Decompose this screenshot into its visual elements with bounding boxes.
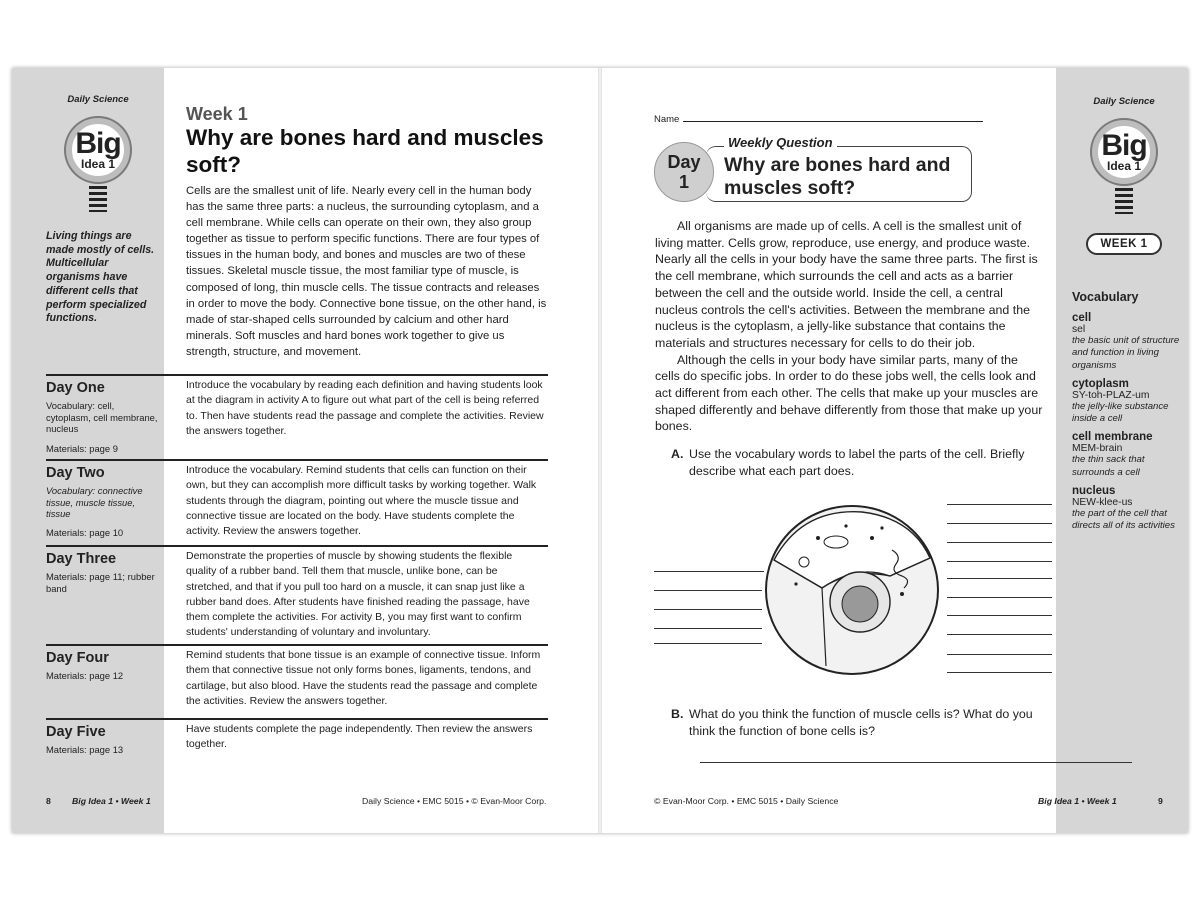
answer-line[interactable] bbox=[947, 597, 1052, 598]
activity-a-label: A. bbox=[671, 447, 684, 461]
day-name: Day Four bbox=[46, 650, 109, 666]
big-idea-logo bbox=[52, 94, 144, 214]
activity-b-text: What do you think the function of muscle cells is? What do you think the function of bone cells is? bbox=[689, 707, 1033, 738]
day-instructions: Introduce the vocabulary by reading each definition and having students look at the diagram in activity A to figure out what part of the cell is being referred to. Then have students read the passage and complete the activities. Review the answers together. bbox=[186, 379, 544, 437]
reading-passage bbox=[655, 218, 1045, 435]
page-number: 9 bbox=[1158, 796, 1163, 806]
answer-line[interactable] bbox=[700, 762, 1132, 763]
day-vocabulary: Vocabulary: cell, cytoplasm, cell membrane, nucleus bbox=[46, 400, 158, 434]
answer-line[interactable] bbox=[947, 561, 1052, 562]
day-four-row bbox=[46, 644, 548, 714]
left-page bbox=[12, 68, 600, 833]
idea-label: Idea 1 bbox=[1106, 159, 1142, 173]
right-page bbox=[602, 68, 1188, 833]
name-field[interactable] bbox=[654, 114, 983, 125]
day-instructions: Have students complete the page independently. Then review the answers together. bbox=[186, 723, 533, 751]
day-name: Day One bbox=[46, 380, 105, 396]
day-materials: Materials: page 12 bbox=[46, 670, 124, 681]
day-three-row bbox=[46, 545, 548, 640]
page-title: Why are bones hard and muscles soft? bbox=[186, 125, 544, 177]
weekly-question-label: Weekly Question bbox=[724, 135, 837, 150]
vocab-word: nucleus bbox=[1072, 485, 1116, 498]
vocab-definition: the jelly-like substance inside a cell bbox=[1072, 400, 1169, 425]
passage-paragraph: Although the cells in your body have similar parts, many of the cells do specific jobs. In order to do these jobs well, the cells look and act different from each other. The cells that make up your muscles are shaped differently and behave differently from those that make up your bones. bbox=[655, 352, 1043, 434]
big-label: Big bbox=[75, 127, 121, 160]
daily-science-label: Daily Science bbox=[67, 94, 129, 105]
answer-line[interactable] bbox=[947, 654, 1052, 655]
daily-science-label: Daily Science bbox=[1093, 96, 1155, 107]
bulb-base-icon bbox=[89, 186, 107, 212]
vocabulary-heading: Vocabulary bbox=[1072, 290, 1139, 304]
day-name: Day Two bbox=[46, 465, 105, 481]
day-instructions: Remind students that bone tissue is an example of connective tissue. Inform them that connective tissue not only forms bones, ligaments, tendons, and cartilage, but also blood. Have the students read the passage and complete the activities. Review the answers together. bbox=[186, 649, 541, 707]
name-label: Name bbox=[654, 114, 680, 125]
big-idea-summary: Living things are made mostly of cells. Multicellular organisms have different cells that perform specialized functions. bbox=[46, 230, 155, 325]
vocab-definition: the basic unit of structure and function in living organisms bbox=[1072, 335, 1180, 371]
answer-line[interactable] bbox=[654, 628, 762, 629]
day-materials: Materials: page 10 bbox=[46, 527, 124, 538]
week-badge: WEEK 1 bbox=[1086, 233, 1162, 255]
vocab-item bbox=[1072, 378, 1184, 426]
vocab-definition: the thin sack that surrounds a cell bbox=[1072, 454, 1145, 478]
answer-line[interactable] bbox=[947, 578, 1052, 579]
big-idea-logo bbox=[1078, 96, 1170, 216]
page-number: 8 bbox=[46, 796, 51, 806]
activity-b bbox=[671, 706, 1061, 740]
vocab-word: cell membrane bbox=[1072, 431, 1153, 444]
cell-diagram bbox=[762, 498, 942, 678]
vocab-word: cytoplasm bbox=[1072, 377, 1129, 390]
vocab-pronunciation: SY-toh-PLAZ-um bbox=[1072, 389, 1150, 401]
activity-a bbox=[671, 446, 1031, 480]
activity-b-label: B. bbox=[671, 707, 684, 721]
bulb-base-icon bbox=[1115, 188, 1133, 214]
day-two-row bbox=[46, 459, 548, 539]
name-line[interactable] bbox=[683, 114, 983, 122]
activity-a-text: Use the vocabulary words to label the parts of the cell. Briefly describe what each part does. bbox=[689, 447, 1025, 478]
vocab-pronunciation: sel bbox=[1072, 324, 1086, 335]
footer-credit: Daily Science • EMC 5015 • © Evan-Moor Corp. bbox=[362, 796, 547, 806]
answer-line[interactable] bbox=[947, 504, 1052, 505]
vocab-definition: the part of the cell that directs all of its activities bbox=[1072, 508, 1175, 532]
day-vocabulary: Vocabulary: connective tissue, muscle tissue, tissue bbox=[46, 485, 143, 519]
answer-line[interactable] bbox=[654, 590, 762, 591]
day-name: Day Three bbox=[46, 551, 117, 567]
vocab-word: cell bbox=[1072, 312, 1092, 324]
book-spread bbox=[12, 68, 1188, 833]
day-materials: Materials: page 9 bbox=[46, 443, 118, 454]
day-badge-label: Day 1 bbox=[667, 152, 701, 192]
answer-line[interactable] bbox=[654, 571, 764, 572]
vocab-pronunciation: MEM-brain bbox=[1072, 443, 1123, 455]
footer-label: Big Idea 1 • Week 1 bbox=[1038, 796, 1117, 806]
passage-paragraph: All organisms are made up of cells. A cell is the smallest unit of living matter. Cells grow, reproduce, use energy, and produce waste. Nearly all the cells in your body have the same three parts. The first is the cell membrane, which surrounds the cell and acts as a barrier between the cell and the outside world. Inside the cell, a central nucleus controls the cell's activities. Between the membrane and the nucleus is the cytoplasm, a jelly-like substance that contains the materials and structures necessary for cells to do their job. bbox=[655, 219, 1038, 350]
footer-credit: © Evan-Moor Corp. • EMC 5015 • Daily Science bbox=[654, 796, 839, 806]
footer-label: Big Idea 1 • Week 1 bbox=[72, 796, 151, 806]
big-label: Big bbox=[1101, 129, 1147, 162]
day-instructions: Demonstrate the properties of muscle by showing students the flexible quality of a rubber band. Tell them that muscle, unlike bone, can be stretched, and that if you pull too hard on a muscle, it can snap just like a rubber band does. After students have finished reading the passage, have them complete the activities. For activity B, you may first want to confirm students' understanding of voluntary and involuntary. bbox=[186, 550, 530, 639]
day-materials: Materials: page 11; rubber band bbox=[46, 571, 155, 594]
day-name: Day Five bbox=[46, 724, 106, 740]
vocab-pronunciation: NEW-klee-us bbox=[1072, 497, 1133, 509]
intro-paragraph: Cells are the smallest unit of life. Nearly every cell in the human body has the same three parts: a nucleus, the surrounding cytoplasm, and a cell membrane. While cells can operate on their own, they also group together as tissue to perform specific functions. There are four types of tissues in the human body, and bones and muscles are two of these tissues. Skeletal muscle tissue, the most familiar type of muscle, is composed of long, thin muscle cells. The tissue contracts and releases in order to move the body. Connective bone tissue, on the other hand, is made of star-shaped cells surrounded by calcium and other hard minerals. Soft muscles and hard bones work together to give us strength, structure, and movement. bbox=[186, 185, 547, 358]
week-title: Week 1 bbox=[186, 104, 248, 124]
day-materials: Materials: page 13 bbox=[46, 744, 124, 755]
vocab-item bbox=[1072, 485, 1184, 533]
answer-line[interactable] bbox=[947, 672, 1052, 673]
answer-line[interactable] bbox=[947, 615, 1052, 616]
vocab-item bbox=[1072, 431, 1184, 479]
vocab-item bbox=[1072, 312, 1184, 372]
answer-line[interactable] bbox=[654, 643, 762, 644]
answer-line[interactable] bbox=[947, 542, 1052, 543]
answer-line[interactable] bbox=[947, 634, 1052, 635]
idea-label: Idea 1 bbox=[80, 157, 116, 171]
day-five-row bbox=[46, 718, 548, 768]
day-instructions: Introduce the vocabulary. Remind students that cells can function on their own, but they can accomplish more difficult tasks by working together. Walk students through the diagram, pointing out where the muscle tissue and connective tissue are located on the body. Have students complete the activity. Review the answers together. bbox=[186, 464, 537, 538]
answer-line[interactable] bbox=[654, 609, 762, 610]
vocabulary-panel bbox=[1072, 290, 1184, 533]
day-one-row bbox=[46, 374, 548, 454]
question-title: Why are bones hard and muscles soft? bbox=[724, 154, 951, 199]
answer-line[interactable] bbox=[947, 523, 1052, 524]
day-badge bbox=[654, 142, 714, 202]
